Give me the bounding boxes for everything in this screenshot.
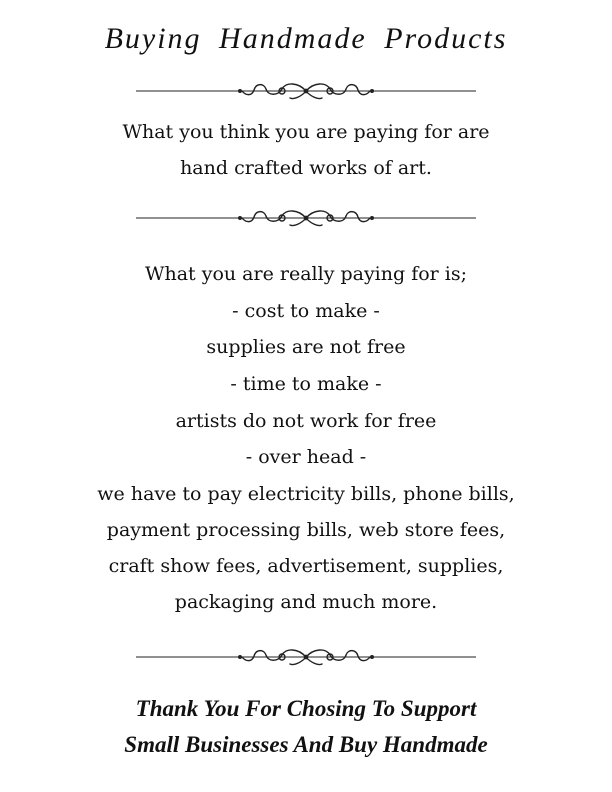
flourish-divider-bottom	[136, 644, 476, 670]
intro-line-1: What you think you are paying for are	[122, 121, 490, 143]
body-item-time: - time to make -	[230, 373, 382, 395]
flourish-divider-top	[136, 78, 476, 104]
body-heading: What you are really paying for is;	[144, 263, 468, 285]
closing-line-1: Thank You For Chosing To Support	[135, 696, 477, 721]
flourish-divider-middle	[136, 205, 476, 231]
body-item-overhead: - over head -	[245, 446, 367, 468]
page-title: Buying Handmade Products	[104, 22, 508, 55]
body-item-artists: artists do not work for free	[175, 410, 437, 432]
body-item-supplies: supplies are not free	[206, 336, 406, 358]
body-item-bills-2: payment processing bills, web store fees,	[106, 519, 506, 541]
body-item-cost: - cost to make -	[232, 300, 380, 322]
closing-line-2: Small Businesses And Buy Handmade	[124, 732, 488, 757]
intro-line-2: hand crafted works of art.	[180, 157, 432, 179]
body-item-bills-1: we have to pay electricity bills, phone bills,	[97, 483, 515, 505]
body-item-bills-4: packaging and much more.	[174, 591, 438, 613]
body-item-bills-3: craft show fees, advertisement, supplies,	[108, 555, 504, 577]
